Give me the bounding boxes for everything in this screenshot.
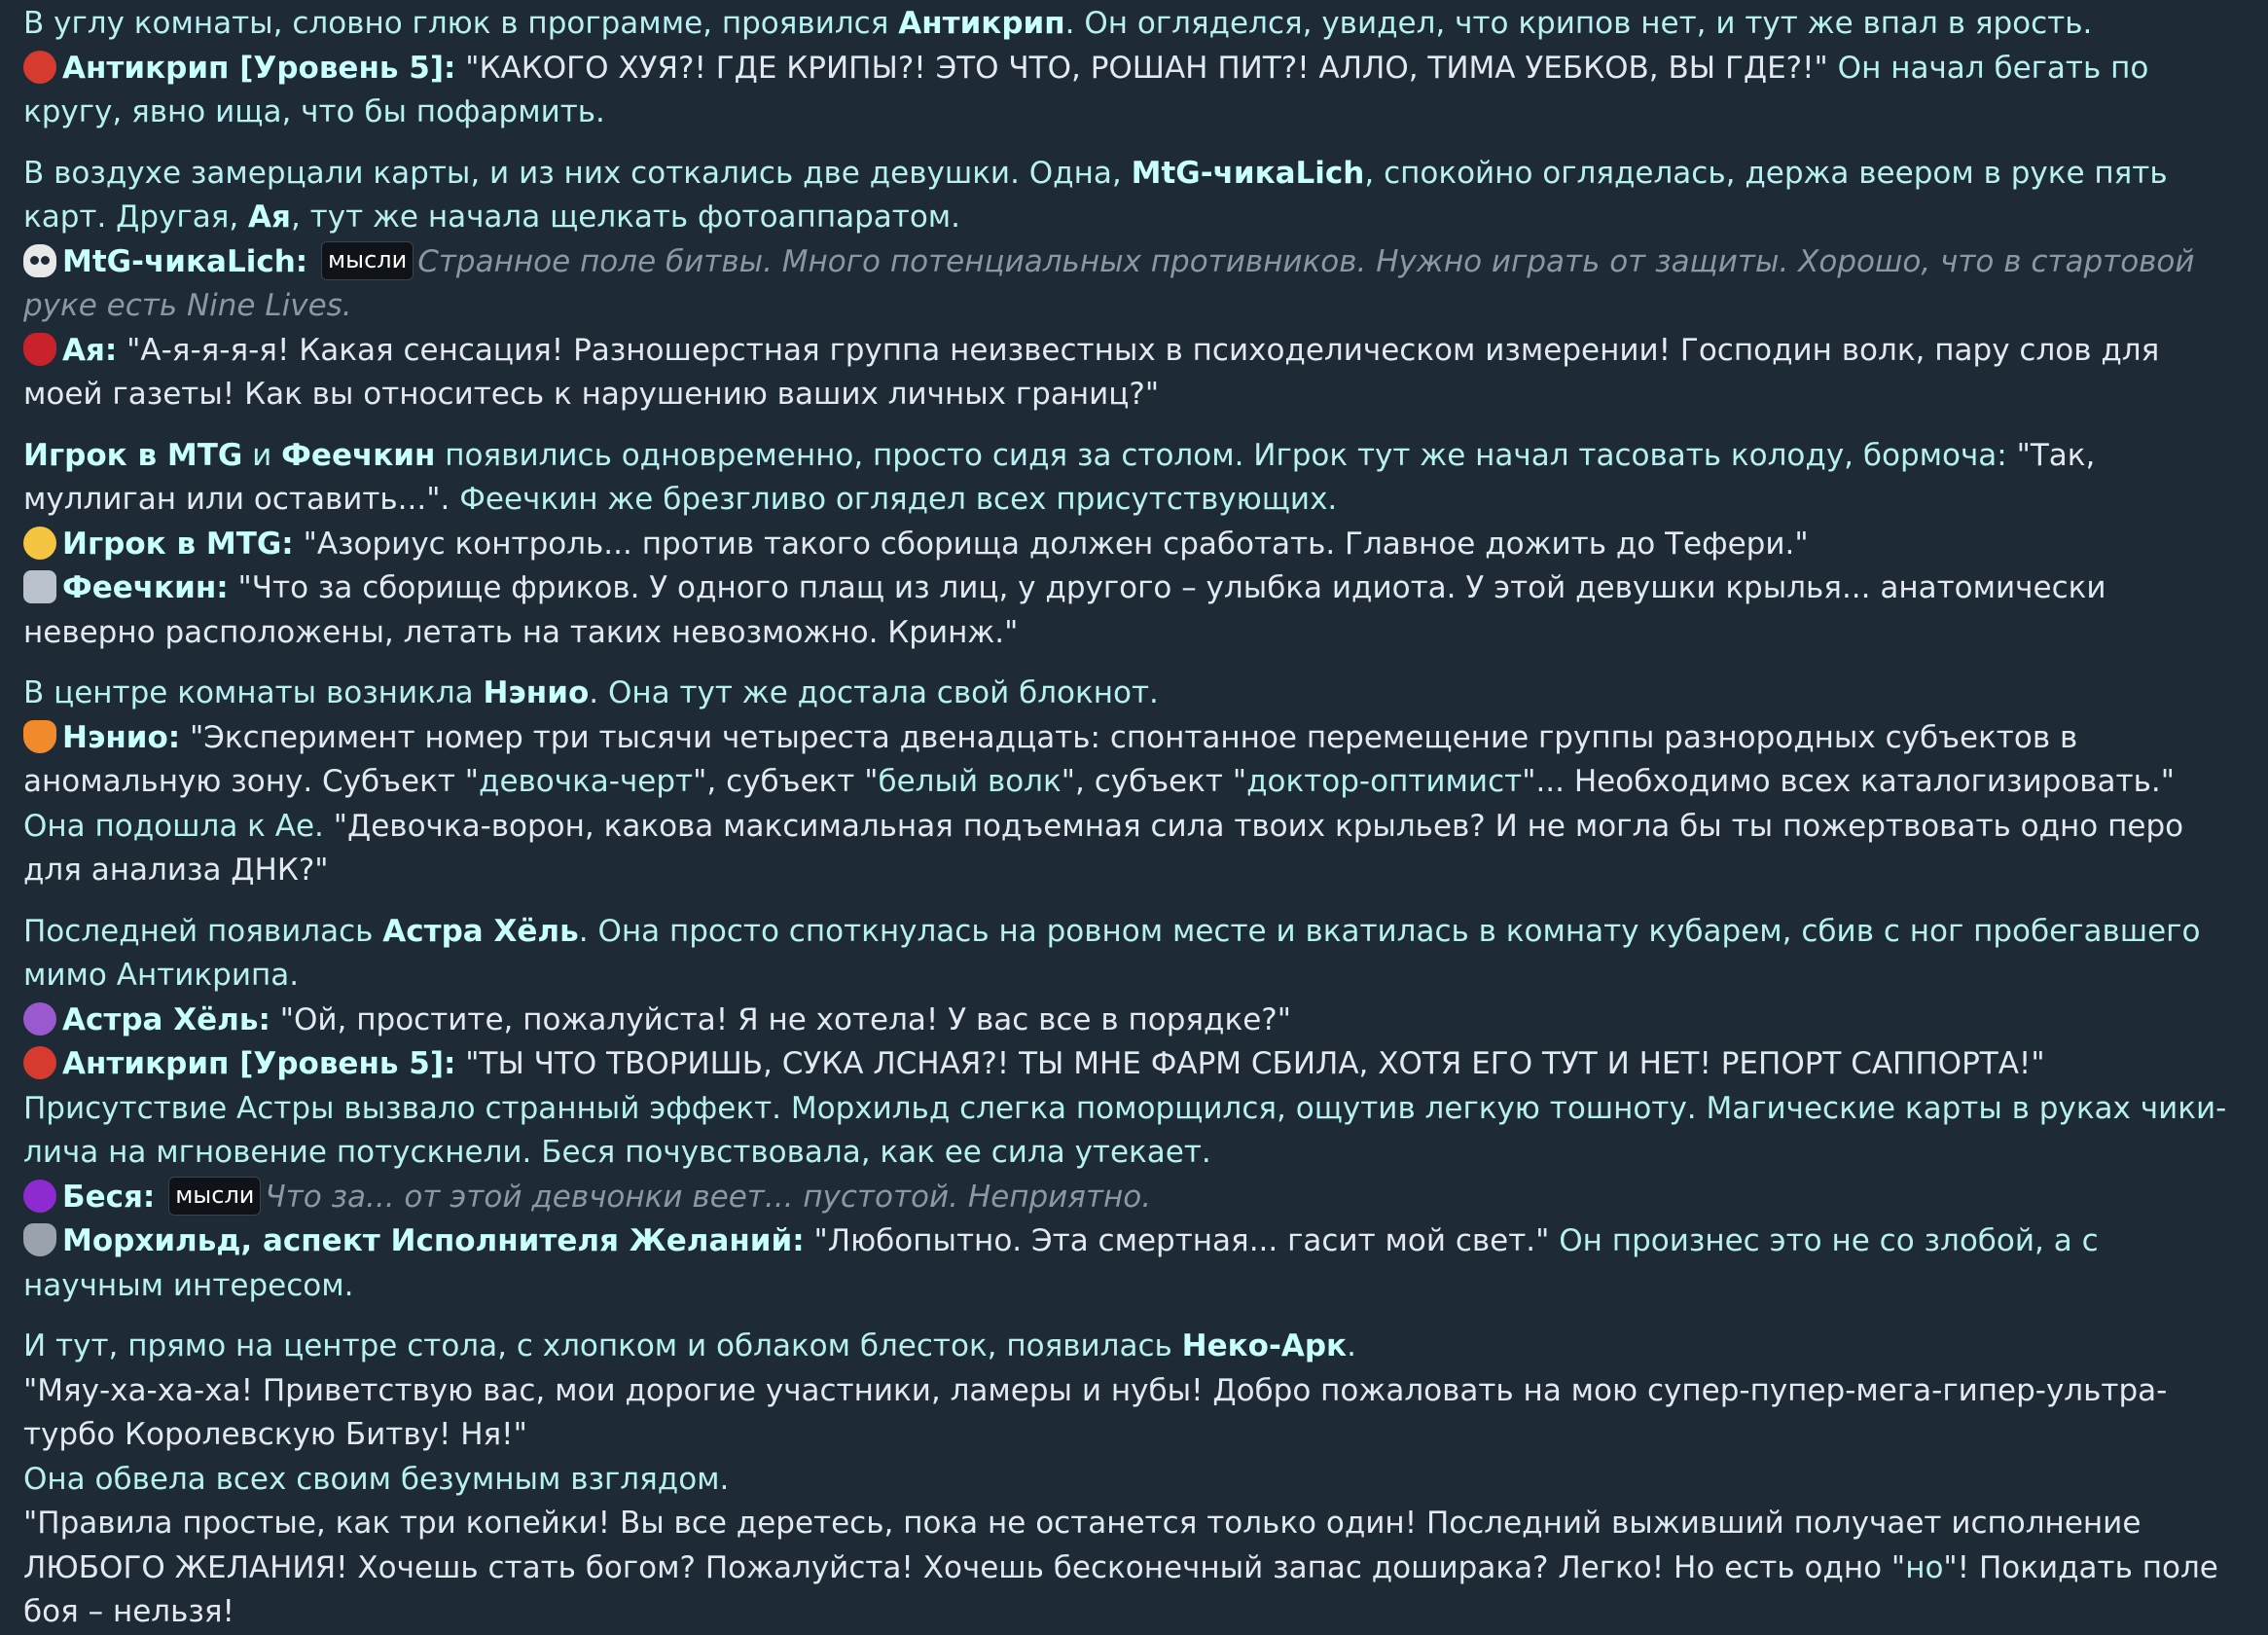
speaker-name: Астра Хёль: <box>62 1001 270 1037</box>
speaker-name: Ая: <box>62 332 118 368</box>
dialogue-line: "Правила простые, как три копейки! Вы все деретесь, пока не останется только один! Последний выживший получает исполнение ЛЮБОГО ЖЕЛАНИЯ! Хочешь стать богом? Пожалуйста! Хочешь бесконечный запас доширака? Легко! Но есть одно "но"! Покидать поле боя – нельзя! <box>23 1506 2218 1629</box>
narration: В углу комнаты, словно глюк в программе, проявился Антикрип. Он огляделся, увидел, что крипов нет, и тут же впал в ярость. <box>23 6 2093 41</box>
message-block <box>23 152 2245 418</box>
nerd-face-icon <box>23 527 56 560</box>
fox-icon <box>23 720 56 753</box>
narration: Последней появилась Астра Хёль. Она просто споткнулась на ровном месте и вкатилась в комнату кубарем, сбив с ног пробегавшего мимо Антикрипа. <box>23 913 2201 993</box>
angry-face-icon <box>23 1046 56 1079</box>
dialogue-line: Нэнио: "Эксперимент номер три тысячи четыреста двенадцать: спонтанное перемещение группы разнородных субъектов в аномальную зону. Субъект "девочка-черт", субъект "белый волк", субъект "доктор-оптимист"... Необходимо всех каталогизировать." Она подошла к Ае. "Девочка-ворон, какова максимальная подъемная сила твоих крыльев? И не могла бы ты пожертвовать одно перо для анализа ДНК?" <box>23 719 2184 888</box>
speaker-name: Нэнио: <box>62 719 181 755</box>
narration: Она обвела всех своим безумным взглядом. <box>23 1461 730 1497</box>
person-shrugging-icon <box>23 1002 56 1036</box>
dialogue-line: Феечкин: "Что за сборище фриков. У одного плащ из лиц, у другого – улыбка идиота. У этой девушки крылья... анатомически неверно расположены, летать на таких невозможно. Кринж." <box>23 570 2106 650</box>
thoughts-badge: мысли <box>321 241 414 280</box>
robot-icon <box>23 570 56 603</box>
message-block <box>23 1325 2245 1635</box>
speaker-name: Игрок в MTG: <box>62 526 294 562</box>
narration: Игрок в MTG и Феечкин появились одновременно, просто сидя за столом. Игрок тут же начал тасовать колоду, бормоча: "Так, муллиган или оставить...". Феечкин же брезгливо оглядел всех присутствующих. <box>23 437 2096 517</box>
skull-icon <box>23 244 56 277</box>
narration: И тут, прямо на центре стола, с хлопком и облаком блесток, появилась Неко-Арк. <box>23 1328 1356 1363</box>
dialogue-line: Антикрип [Уровень 5]: "ТЫ ЧТО ТВОРИШЬ, СУКА ЛСНАЯ?! ТЫ МНЕ ФАРМ СБИЛА, ХОТЯ ЕГО ТУТ И НЕТ! РЕПОРТ САППОРТА!" <box>23 1042 2245 1087</box>
narration: В центре комнаты возникла Нэнио. Она тут же достала свой блокнот. <box>23 675 1159 710</box>
narration: Присутствие Астры вызвало странный эффект. Морхильд слегка поморщился, ощутив легкую тошноту. Магические карты в руках чики-лича на мгновение потускнели. Беся почувствовала, как ее сила утекает. <box>23 1090 2227 1170</box>
angry-face-icon <box>23 51 56 84</box>
narration: В воздухе замерцали карты, и из них соткались две девушки. Одна, MtG-чикаLich, спокойно огляделась, держа веером в руке пять карт. Другая, Ая, тут же начала щелкать фотоаппаратом. <box>23 155 2168 235</box>
thought-line: MtG-чикаLich: мысли Странное поле битвы. Много потенциальных противников. Нужно играть от защиты. Хорошо, что в стартовой руке есть Nine Lives. <box>23 240 2245 329</box>
speaker-name: Феечкин: <box>62 570 229 605</box>
dialogue-line: Антикрип [Уровень 5]: "КАКОГО ХУЯ?! ГДЕ КРИПЫ?! ЭТО ЧТО, РОШАН ПИТ?! АЛЛО, ТИМА УЕБКОВ, ВЫ ГДЕ?!" Он начал бегать по кругу, явно ища, что бы пофармить. <box>23 50 2149 129</box>
speaker-name: MtG-чикаLich: <box>62 243 308 279</box>
character-name: Антикрип <box>898 6 1065 41</box>
dialogue-line: Ая: "А-я-я-я-я! Какая сенсация! Разношерстная группа неизвестных в психоделическом измерении! Господин волк, пару слов для моей газеты! Как вы относитесь к нарушению ваших личных границ?" <box>23 332 2160 412</box>
dialogue-line: "Мяу-ха-ха-ха! Приветствую вас, мои дорогие участники, ламеры и нубы! Добро пожаловать на мою супер-пупер-мега-гипер-ультра-турбо Королевскую Битву! Ня!" <box>23 1372 2168 1452</box>
dialogue-line: Морхильд, аспект Исполнителя Желаний: "Любопытно. Эта смертная... гасит мой свет." Он произнес это не со злобой, а с научным интересом. <box>23 1223 2099 1303</box>
goblin-mask-icon <box>23 333 56 366</box>
message-block <box>23 434 2245 656</box>
thoughts-badge: мысли <box>168 1177 261 1216</box>
message-block <box>23 2 2245 135</box>
dialogue-line: Игрок в MTG: "Азориус контроль... против такого сборища должен сработать. Главное дожить до Тефери." <box>23 523 2245 567</box>
devil-face-icon <box>23 1180 56 1213</box>
speaker-name: Беся: <box>62 1179 156 1215</box>
message-block <box>23 672 2245 893</box>
thought-line: Беся: мысли Что за... от этой девчонки веет... пустотой. Неприятно. <box>23 1176 2245 1220</box>
speaker-name: Морхильд, аспект Исполнителя Желаний: <box>62 1223 805 1258</box>
wolf-icon <box>23 1223 56 1256</box>
message-block <box>23 910 2245 1309</box>
speaker-name: Антикрип [Уровень 5]: <box>62 1046 456 1081</box>
dialogue-line: Астра Хёль: "Ой, простите, пожалуйста! Я не хотела! У вас все в порядке?" <box>23 999 2245 1043</box>
speaker-name: Антикрип [Уровень 5]: <box>62 50 456 86</box>
